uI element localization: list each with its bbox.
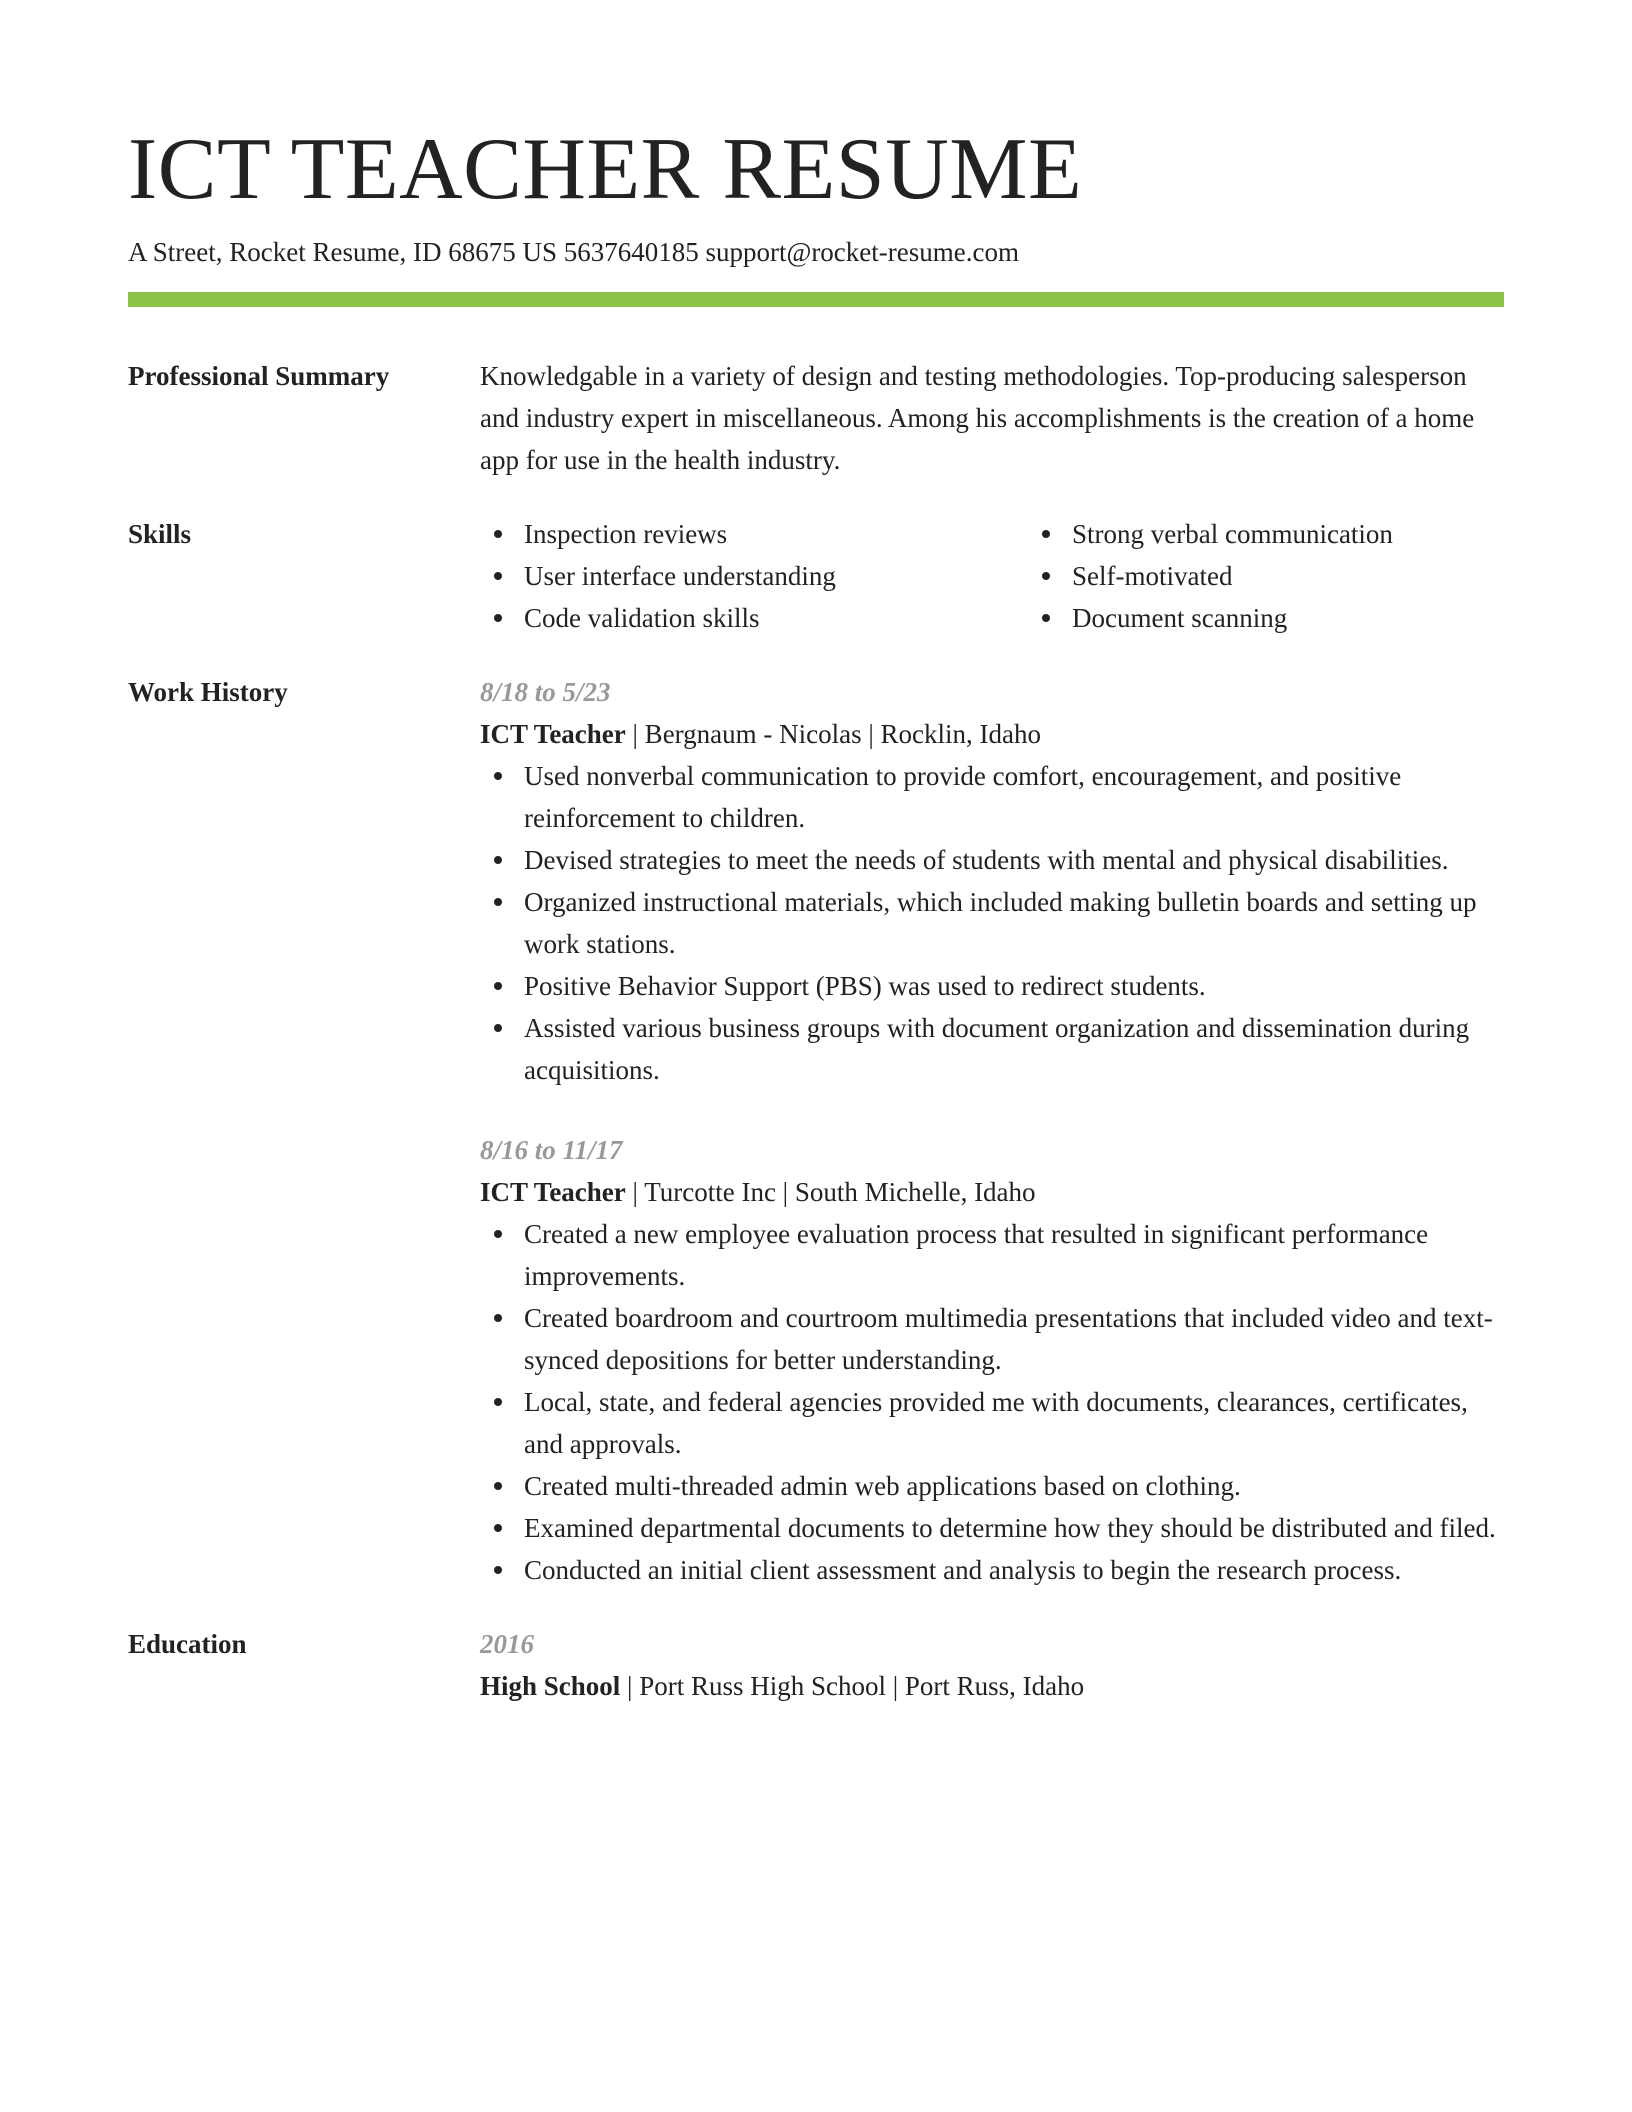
job-bullet: Devised strategies to meet the needs of students with mental and physical disabilities. [524,839,1504,881]
job-details: | Turcotte Inc | South Michelle, Idaho [625,1177,1036,1207]
skills-column-right [1028,513,1576,639]
job-bullets [480,1213,1504,1591]
job-bullet: Created multi-threaded admin web applications based on clothing. [524,1465,1504,1507]
job-heading [480,713,1504,755]
skill-item: Document scanning [1072,597,1576,639]
skills-list [480,513,1576,639]
skill-item: Strong verbal communication [1072,513,1576,555]
work-history-section [128,671,1504,1591]
job-bullets [480,755,1504,1091]
section-label-work: Work History [128,677,288,707]
job-bullet: Conducted an initial client assessment and analysis to begin the research process. [524,1549,1504,1591]
education-degree: High School [480,1671,621,1701]
job-bullet: Local, state, and federal agencies provided me with documents, clearances, certificates, and approvals. [524,1381,1504,1465]
education-section [128,1623,1504,1707]
job-entry [480,1129,1504,1591]
section-label-education: Education [128,1629,247,1659]
skills-section [128,513,1504,639]
resume-title: ICT TEACHER RESUME [128,121,1083,218]
job-dates: 8/16 to 11/17 [480,1135,623,1165]
job-bullet: Organized instructional materials, which included making bulletin boards and setting up work stations. [524,881,1504,965]
job-bullet: Created boardroom and courtroom multimedia presentations that included video and text-synced depositions for better understanding. [524,1297,1504,1381]
job-title: ICT Teacher [480,1177,626,1207]
section-label-skills: Skills [128,519,192,549]
job-entry [480,671,1504,1091]
education-heading [480,1665,1504,1707]
summary-text: Knowledgable in a variety of design and testing methodologies. Top-producing salesperson and industry expert in miscellaneous. Among his accomplishments is the creation of a home app for use in the health industry. [480,361,1475,475]
job-bullet: Positive Behavior Support (PBS) was used to redirect students. [524,965,1504,1007]
contact-line: A Street, Rocket Resume, ID 68675 US 5637640185 support@rocket-resume.com [128,237,1019,267]
section-label-summary: Professional Summary [128,361,390,391]
skill-item: Code validation skills [524,597,1028,639]
skill-item: User interface understanding [524,555,1028,597]
skills-column-left [480,513,1028,639]
education-body [480,1623,1504,1707]
job-heading [480,1171,1504,1213]
skill-item: Self-motivated [1072,555,1576,597]
work-history-body [480,671,1504,1591]
job-dates: 8/18 to 5/23 [480,677,611,707]
education-dates: 2016 [480,1629,534,1659]
skill-item: Inspection reviews [524,513,1028,555]
summary-section [128,355,1504,481]
job-title: ICT Teacher [480,719,626,749]
accent-divider [128,292,1504,307]
education-details: | Port Russ High School | Port Russ, Idaho [620,1671,1085,1701]
job-bullet: Examined departmental documents to determine how they should be distributed and filed. [524,1507,1504,1549]
job-bullet: Used nonverbal communication to provide comfort, encouragement, and positive reinforcement to children. [524,755,1504,839]
job-bullet: Created a new employee evaluation process that resulted in significant performance improvements. [524,1213,1504,1297]
job-bullet: Assisted various business groups with document organization and dissemination during acquisitions. [524,1007,1504,1091]
job-details: | Bergnaum - Nicolas | Rocklin, Idaho [625,719,1042,749]
